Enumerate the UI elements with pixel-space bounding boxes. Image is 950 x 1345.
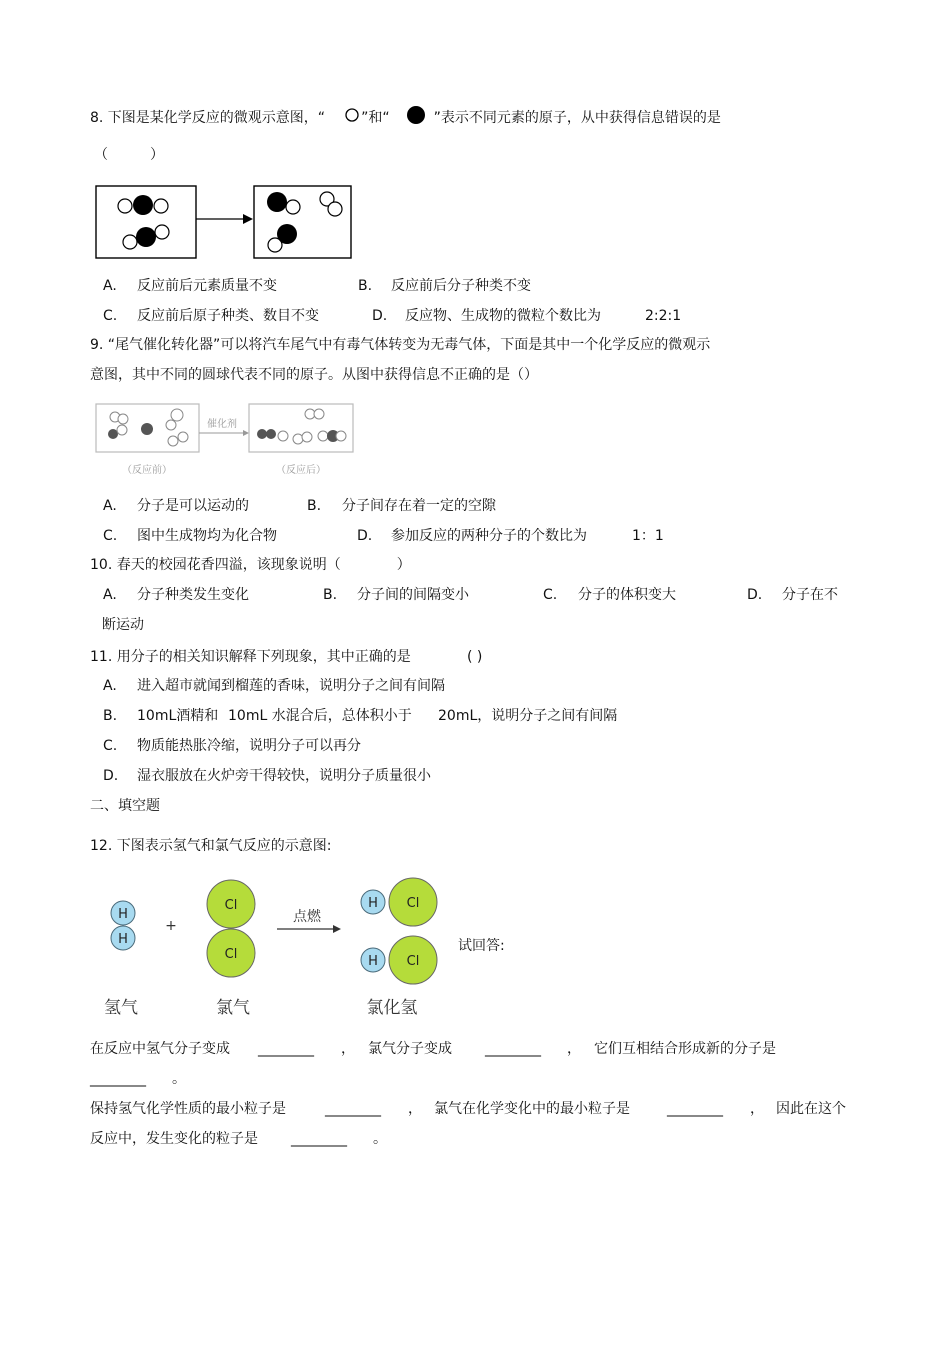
q12-blank-4[interactable]: ________: [325, 1101, 381, 1117]
h-atom-label: H: [368, 954, 378, 969]
q8-option-d[interactable]: D.: [372, 308, 388, 324]
q12-s2-period: 。: [373, 1131, 387, 1147]
q8-stem: 8. 下图是某化学反应的微观示意图，“ ”和“ ”表示不同元素的原子，从中获得信息错误的是: [90, 108, 721, 127]
q11-option-c-text: 物质能热胀冷缩，说明分子可以再分: [137, 738, 361, 754]
cl-atom-label: Cl: [224, 947, 238, 962]
q12-s1-period: 。: [172, 1071, 186, 1087]
q11-option-d[interactable]: D.: [103, 768, 119, 784]
q11-option-a-text: 进入超市就闻到榴莲的香味，说明分子之间有间隔: [137, 678, 445, 694]
q10-option-b-text: 分子间的间隔变小: [357, 587, 469, 603]
q12-s2-text-e: 因此在这个: [776, 1101, 846, 1117]
q9-reaction-diagram: [95, 403, 357, 481]
q12-stem: 12. 下图表示氢气和氯气反应的示意图:: [90, 838, 332, 854]
q12-s2-text-c: 氯气在化学变化中的最小粒子是: [434, 1101, 630, 1117]
q11-option-b-text-1: 10mL酒精和: [137, 708, 219, 724]
q9-before-label: （反应前）: [122, 465, 172, 476]
q12-s1-comma-1: ，: [341, 1041, 355, 1057]
q12-blank-6[interactable]: ________: [291, 1131, 347, 1147]
q10-option-d-text-cont: 断运动: [102, 617, 144, 633]
q9-after-label: （反应后）: [276, 465, 326, 476]
q10-option-c-text: 分子的体积变大: [578, 587, 676, 603]
chlorine-label: 氯气: [216, 998, 250, 1018]
q8-option-a[interactable]: A.: [103, 278, 117, 294]
q11-option-b[interactable]: B.: [103, 708, 118, 724]
q8-option-d-ratio: 2:2:1: [645, 308, 682, 324]
h-atom-label: H: [118, 932, 128, 947]
q11-stem: 11. 用分子的相关知识解释下列现象，其中正确的是: [90, 649, 411, 665]
cl-atom-label: Cl: [406, 896, 420, 911]
q12-s2-comma-1: ，: [408, 1101, 422, 1117]
q10-option-c[interactable]: C.: [543, 587, 558, 603]
q12-blank-2[interactable]: ________: [485, 1041, 541, 1057]
q9-option-c[interactable]: C.: [103, 528, 118, 544]
q9-option-a-text: 分子是可以运动的: [137, 498, 249, 514]
q12-blank-3[interactable]: ________: [90, 1071, 146, 1087]
section-heading: 二、填空题: [90, 798, 160, 814]
q11-option-b-text-3: 20mL，说明分子之间有间隔: [438, 708, 618, 724]
q10-option-a-text: 分子种类发生变化: [137, 587, 249, 603]
white-atom-icon: [325, 108, 361, 122]
q10-option-b[interactable]: B.: [323, 587, 338, 603]
q12-s1-comma-2: ，: [567, 1041, 581, 1057]
reaction-condition-label: 点燃: [293, 909, 321, 925]
q9-catalyst-label: 催化剂: [207, 419, 237, 430]
q9-option-c-text: 图中生成物均为化合物: [137, 528, 277, 544]
q11-option-a[interactable]: A.: [103, 678, 117, 694]
q12-reaction-diagram: [95, 872, 455, 1022]
q9-option-b[interactable]: B.: [307, 498, 322, 514]
h-atom-label: H: [368, 896, 378, 911]
q9-option-b-text: 分子间存在着一定的空隙: [342, 498, 496, 514]
q9-option-d-ratio: 1：1: [632, 528, 664, 544]
q8-option-d-text: 反应物、生成物的微粒个数比为: [405, 308, 601, 324]
q12-s2-text-a: 保持氢气化学性质的最小粒子是: [90, 1101, 286, 1117]
q8-option-c-text: 反应前后原子种类、数目不变: [137, 308, 319, 324]
plus-sign: +: [165, 918, 177, 934]
q9-option-d[interactable]: D.: [357, 528, 373, 544]
q8-reaction-diagram: [95, 185, 355, 260]
q12-s1-text-e: 它们互相结合形成新的分子是: [594, 1041, 776, 1057]
q12-s2-text-f: 反应中，发生变化的粒子是: [90, 1131, 258, 1147]
q10-option-d[interactable]: D.: [747, 587, 763, 603]
cl-atom-label: Cl: [224, 898, 238, 913]
cl-atom-label: Cl: [406, 954, 420, 969]
q9-stem-line1: 9. “尾气催化转化器”可以将汽车尾气中有毒气体转变为无毒气体，下面是其中一个化学反应的微观示: [90, 337, 711, 353]
q8-paren: （ ）: [94, 147, 164, 163]
q11-option-b-text-2: 10mL 水混合后，总体积小于: [228, 708, 412, 724]
q12-s1-text-a: 在反应中氢气分子变成: [90, 1041, 230, 1057]
q12-answer-prompt: 试回答:: [458, 938, 505, 954]
q12-blank-5[interactable]: ________: [667, 1101, 723, 1117]
q9-stem-line2: 意图，其中不同的圆球代表不同的原子。从图中获得信息不正确的是（）: [90, 367, 538, 383]
q8-option-c[interactable]: C.: [103, 308, 118, 324]
q8-option-b-text: 反应前后分子种类不变: [391, 278, 531, 294]
black-atom-icon: [390, 108, 434, 122]
q10-stem: 10. 春天的校园花香四溢，该现象说明（ ）: [90, 557, 411, 573]
q10-option-a[interactable]: A.: [103, 587, 117, 603]
q9-option-a[interactable]: A.: [103, 498, 117, 514]
q8-option-a-text: 反应前后元素质量不变: [137, 278, 277, 294]
q12-blank-1[interactable]: ________: [258, 1041, 314, 1057]
q11-option-d-text: 湿衣服放在火炉旁干得较快，说明分子质量很小: [137, 768, 431, 784]
hydrogen-label: 氢气: [104, 998, 138, 1018]
q11-paren: ( ): [467, 649, 483, 665]
q8-option-b[interactable]: B.: [358, 278, 373, 294]
q12-s2-comma-2: ，: [750, 1101, 764, 1117]
q12-s1-text-c: 氯气分子变成: [368, 1041, 452, 1057]
h-atom-label: H: [118, 907, 128, 922]
q9-option-d-text: 参加反应的两种分子的个数比为: [391, 528, 587, 544]
hcl-label: 氯化氢: [366, 998, 418, 1018]
q10-option-d-text: 分子在不: [782, 587, 838, 603]
q11-option-c[interactable]: C.: [103, 738, 118, 754]
